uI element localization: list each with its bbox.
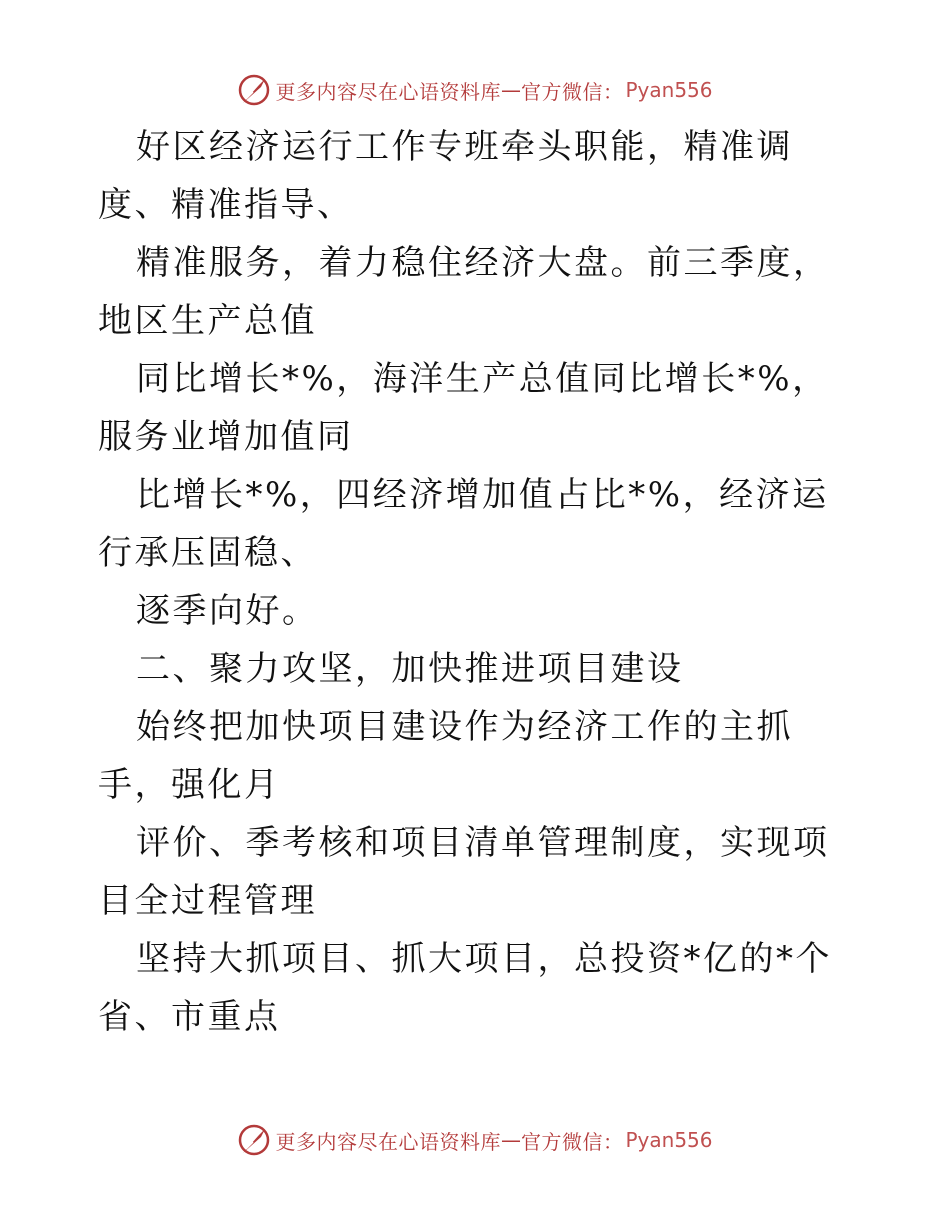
watermark-label: 官方微信： xyxy=(520,1129,624,1154)
watermark-wechat-id: Pyan556 xyxy=(625,1128,713,1152)
quill-logo-icon xyxy=(237,73,271,107)
paragraph: 精准服务，着力稳住经济大盘。前三季度，地区生产总值 xyxy=(98,243,830,341)
watermark-text: 更多内容尽在心语资料库 xyxy=(275,79,501,104)
document-body xyxy=(98,118,858,1046)
watermark-separator: — xyxy=(500,1128,521,1152)
paragraph: 同比增长*%，海洋生产总值同比增长*%，服务业增加值同 xyxy=(98,359,829,457)
paragraph: 比增长*%，四经济增加值占比*%，经济运行承压固稳、 xyxy=(98,475,829,573)
paragraph: 好区经济运行工作专班牵头职能，精准调度、精准指导、 xyxy=(98,127,793,225)
paragraph: 坚持大抓项目、抓大项目，总投资*亿的*个省、市重点 xyxy=(98,939,832,1037)
watermark-label: 官方微信： xyxy=(520,79,624,104)
header-watermark xyxy=(0,70,950,110)
quill-logo-icon xyxy=(237,1123,271,1157)
watermark-separator: — xyxy=(500,78,521,102)
watermark-text: 更多内容尽在心语资料库 xyxy=(275,1129,501,1154)
section-heading: 二、聚力攻坚，加快推进项目建设 xyxy=(136,649,684,689)
paragraph: 逐季向好。 xyxy=(136,591,319,631)
paragraph: 评价、季考核和项目清单管理制度，实现项目全过程管理 xyxy=(98,823,830,921)
footer-watermark xyxy=(0,1120,950,1160)
paragraph: 始终把加快项目建设作为经济工作的主抓手，强化月 xyxy=(98,707,793,805)
watermark-wechat-id: Pyan556 xyxy=(625,78,713,102)
